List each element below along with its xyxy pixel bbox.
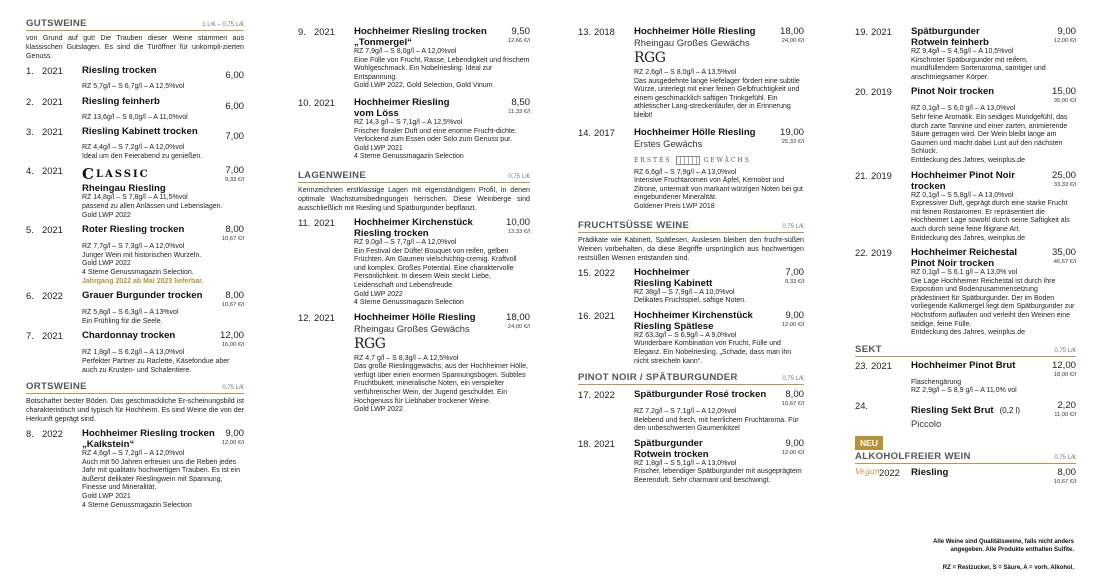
wine-specs: RZ 0,1g/l – S 6,0 g/l – A 13,0%vol xyxy=(911,105,1016,113)
wine-number: 8. xyxy=(26,428,34,440)
section-unit: 1 L/€ – 0,75 L/€ xyxy=(202,22,244,28)
wine-description: Delikates Fruchtspiel, saftige Noten. xyxy=(634,297,747,305)
wine-year: 2021 xyxy=(42,126,63,138)
wine-description: Sehr feine Aromatik. Ein seidiges Mundgefühl, das durch zarte Tannine und einer zarten, animierende Säure getragen wird. Der Wein bleibt lange am Gaumen und macht dabei Lust auf den nächsten Schluck. xyxy=(911,113,1068,156)
wine-name-line2: Riesling Kabinett xyxy=(634,277,713,289)
wine-name-line2: Rotwein feinherb xyxy=(911,37,989,48)
wine-number: 22. xyxy=(855,247,869,259)
wine-entry-22 xyxy=(855,247,1076,338)
wine-name: Hochheimer Pinot Noir xyxy=(911,169,1015,181)
column-1 xyxy=(26,18,244,514)
wine-number: 23. xyxy=(855,359,869,371)
wine-price: 6,00 xyxy=(225,70,244,81)
wine-award: Gold LWP 2022 xyxy=(354,406,403,414)
wine-price: 7,00 xyxy=(785,266,804,278)
section-title: ORTSWEINE xyxy=(26,381,87,393)
wine-number: 6. xyxy=(26,290,34,302)
wine-name: Hochheimer Riesling trocken xyxy=(82,428,215,440)
section-header-alkoholfrei xyxy=(855,451,1076,464)
wine-name: Riesling xyxy=(911,467,949,479)
wine-name: Hochheimer Hölle Riesling xyxy=(354,311,476,323)
wine-award: Gold LWP 2022 xyxy=(82,211,131,219)
wine-specs: RZ 14,3 g/l – S 7,1g/l – A 12,5%vol xyxy=(354,118,463,126)
column-3 xyxy=(578,18,804,490)
wine-price-per-liter: 10,67 €/l xyxy=(221,302,244,309)
wine-year: 2022 xyxy=(42,290,63,302)
rgg-logo: RGG xyxy=(634,50,666,66)
wine-award: 4 Sterne Genussmagazin Selection xyxy=(82,501,192,509)
wine-price-per-liter: 11,33 €/l xyxy=(508,108,530,115)
wine-award: Entdeckung des Jahres, weinplus.de xyxy=(911,234,1026,242)
wine-number: 13. xyxy=(578,26,592,37)
wine-price-per-liter: 9,33 €/l xyxy=(784,278,804,285)
wine-year: 2021 xyxy=(314,96,335,108)
wine-name: Hochheimer Riesling trocken xyxy=(354,26,487,37)
wine-entry-9 xyxy=(298,26,530,91)
wine-year: 2019 xyxy=(871,86,892,98)
wine-award: Gold LWP 2022 xyxy=(354,290,403,298)
wine-price-per-liter: 13,33 €/l xyxy=(507,228,530,235)
wine-entry-16 xyxy=(578,310,804,366)
section-intro: Kennzeichnen erstklassige Lagen mit eigenständigem Profil, in denen optimale Wachstumsbedingungen herrschen. Diese Weinberge sind ausschließlich mit Riesling und Spätburgunder bepflanzt. xyxy=(298,185,530,212)
wine-classification: Rheingau Großes Gewächs xyxy=(634,37,750,48)
wine-description: Wunderbare Kombination von Frucht, Fülle und Eleganz. Ein Nobelriesling. „Schade, dass man ihn nicht streicheln kann“. xyxy=(634,340,792,365)
footnote-legend: RZ = Restzucker, S = Säure, A = vorh. Alkohol. xyxy=(942,565,1074,571)
wine-award: Entdeckung des Jahres, weinplus.de xyxy=(911,156,1026,164)
wine-name: Hochheimer xyxy=(634,266,690,278)
wine-number: 11. xyxy=(298,216,311,228)
wine-year: 2021 xyxy=(594,309,615,321)
wine-price: 9,00 xyxy=(785,437,804,449)
wine-price: 8,00 xyxy=(1057,467,1076,479)
wine-entry-21 xyxy=(855,170,1076,244)
wine-entry-7 xyxy=(26,330,244,375)
wine-number: 5. xyxy=(26,224,34,236)
wine-specs: RZ 9,4g/l – S 4,5g/l – A 10,5%vol xyxy=(911,48,1014,55)
wine-name: Hochheimer Hölle Riesling xyxy=(634,26,756,37)
wine-number: 15. xyxy=(578,266,592,278)
wine-entry-4 xyxy=(26,165,244,220)
section-title: PINOT NOIR / SPÄTBURGUNDER xyxy=(578,372,738,384)
wine-price-per-liter: 25,33 €/l xyxy=(781,138,804,145)
wine-description: passend zu allen Anlässen und Lebenslagen. xyxy=(82,202,223,210)
wine-name: Spätburgunder xyxy=(634,437,703,449)
wine-price: 8,00 xyxy=(785,389,804,401)
wine-specs: RZ 5,8g/l – S 6,3g/l – A 13%vol xyxy=(82,309,179,317)
wine-price: 35,00 xyxy=(1051,247,1076,259)
wine-price-per-liter: 12,00 €/l xyxy=(781,321,804,328)
wine-entry-3 xyxy=(26,126,244,161)
wine-price: 18,00 xyxy=(779,26,804,37)
wine-year: 2021 xyxy=(314,216,335,228)
wine-year: 2021 xyxy=(314,311,335,323)
wine-entry-20 xyxy=(855,86,1076,165)
wine-name: Hochheimer Kirchenstück xyxy=(354,216,473,228)
wine-name-line2: „Kalkstein“ xyxy=(82,439,135,451)
section-header-sekt xyxy=(855,344,1076,357)
wine-entry-12 xyxy=(298,312,530,415)
wine-entry-14 xyxy=(578,127,804,212)
section-title: FRUCHTSÜSSE WEINE xyxy=(578,219,690,231)
wine-specs: RZ 1,8g/l – S 6,2g/l – A 13,0%vol xyxy=(82,349,185,357)
wine-description: Ein Frühling für die Seele. xyxy=(82,317,163,325)
wine-price: 9,00 xyxy=(1057,26,1076,37)
wine-specs: RZ 6,6g/l – S 7,9g/l – A 13,0%vol xyxy=(634,168,737,176)
wine-entry-8 xyxy=(26,428,244,510)
wine-price: 15,00 xyxy=(1051,86,1076,98)
section-intro: Botschafter bester Böden. Das geschmackliche Er-scheinungsbild ist charakteristisch und typisch für Hochheim. Es sind Weine die von der Herkunft geprägt sind. xyxy=(26,397,244,424)
wine-price-per-liter: 12,66 €/l xyxy=(507,38,530,44)
wine-entry-5 xyxy=(26,224,244,286)
wine-entry-15 xyxy=(578,267,804,306)
wine-name: Chardonnay trocken xyxy=(82,330,176,342)
wine-price-per-liter: 18,00 €/l xyxy=(1053,371,1076,378)
wine-specs: RZ 7,9g/l – S 8,0g/l – A 12,0%vol xyxy=(354,48,457,55)
section-title: ALKOHOLFREIER WEIN xyxy=(855,451,971,463)
wine-year: 2017 xyxy=(594,126,615,138)
wine-price-per-liter: 12,00 €/l xyxy=(1053,38,1076,44)
section-title: LAGENWEINE xyxy=(298,169,367,181)
wine-specs: RZ 0,1g/l – S 6,1 g/l – A 13,0% vol xyxy=(911,269,1018,277)
wine-name: Riesling Sekt Brut xyxy=(911,405,994,417)
wine-price: 9,00 xyxy=(225,428,244,440)
wine-price: 9,00 xyxy=(785,309,804,321)
wine-method: Flaschengärung xyxy=(911,378,962,386)
classic-logo: CLASSIC xyxy=(82,165,150,184)
wine-price: 6,00 xyxy=(225,100,244,112)
wine-name-line2: vom Löss xyxy=(354,107,399,119)
wine-description: Ein Festival der Düfte! Bouquet von reifen, gelben Früchten. Am Gaumen vielschichtig-cremig. Kraftvoll und komplex. Großes Potential. Eine charaktervolle Persönlichkeit. In diesem Wein steckt Liebe, Leidenschaft und Lebensfreude. xyxy=(354,247,517,289)
section-header-fruchtsuesse xyxy=(578,220,804,233)
wine-price: 7,00 xyxy=(225,165,244,177)
wine-number: 7. xyxy=(26,330,34,342)
column-4 xyxy=(855,18,1076,490)
wine-name: Riesling feinherb xyxy=(82,95,160,107)
wine-name-line2: trocken xyxy=(911,180,946,192)
new-badge: NEU xyxy=(855,436,883,450)
wine-year: 2021 xyxy=(871,26,892,37)
wine-price-per-liter: 10,67 €/l xyxy=(781,401,804,408)
erstes-gewaechs-logo: ERSTES GEWÄCHS xyxy=(634,156,751,164)
wine-price: 8,50 xyxy=(511,96,530,108)
wine-award: Entdeckung des Jahres, weinplus.de xyxy=(911,329,1026,337)
wine-award: 4 Sterne Genussmagazin Selection. xyxy=(82,268,194,276)
wine-description: Das ausgedehnte lange Hefelager fördert eine subtile Würze, unterlegt mit einer feinen Gelbfruchtigkeit und einem geschmacklich saftigen Trinkgefühl. Ein athletischer Lang-streckenläufer, der in Erinnerung bleibt! xyxy=(634,77,800,119)
wine-name: Rheingau Riesling xyxy=(82,183,166,195)
wine-number: 10. xyxy=(298,96,312,108)
wine-entry-19 xyxy=(855,26,1076,82)
wine-price: 10,00 xyxy=(505,216,530,228)
wine-number: 24. xyxy=(855,400,869,412)
wine-name: Hochheimer Hölle Riesling xyxy=(634,126,756,138)
wine-name: Riesling Kabinett trocken xyxy=(82,126,198,138)
wine-name: Hochheimer Pinot Brut xyxy=(911,359,1016,371)
wine-award: Gold LWP 2021 xyxy=(354,144,403,152)
wine-number: 1. xyxy=(26,65,34,76)
wine-award: 4 Sterne Genussmagazin Selection xyxy=(354,299,464,307)
wine-specs: RZ 63,3g/l – S 6,9g/l – A 9,0%vol xyxy=(634,331,737,339)
section-header-ortsweine xyxy=(26,381,244,394)
wine-price-per-liter: 33,33 €/l xyxy=(1053,181,1076,188)
wine-name: Grauer Burgunder trocken xyxy=(82,290,203,302)
wine-entry-10 xyxy=(298,97,530,162)
wine-price-per-liter: 10,67 €/l xyxy=(1053,479,1076,486)
wine-year: 2022 xyxy=(42,428,63,440)
rgg-logo: RGG xyxy=(354,335,386,352)
wine-price-per-liter: 10,67 €/l xyxy=(221,236,244,243)
wine-name: Hochheimer Riesling xyxy=(354,96,450,108)
wine-description: Intensive Fruchtaromen von Äpfel, Kernobst und Zitrone, untermalt von markant würzigen Noten bei gut eingebundener Mineralität. xyxy=(634,177,803,202)
wine-price-per-liter: 35,00 €/l xyxy=(1053,98,1076,105)
wine-description: Frischer floraler Duft und eine enorme Frucht-dichte. Verlockend zum Essen oder Solo zum Genuss pur. xyxy=(354,127,517,144)
wine-description: Junger Wein mit historischen Wurzeln. xyxy=(82,251,202,259)
wine-number: 18. xyxy=(578,437,592,449)
wine-price-per-liter: 11,00 €/l xyxy=(1054,412,1076,419)
wine-number: 12. xyxy=(298,311,312,323)
wine-year: 2021 xyxy=(42,330,63,342)
wine-specs: RZ 0,1g/l – S 5,8g/l – A 13,0%vol xyxy=(911,191,1014,199)
wine-description: Die Lage Hochheimer Reichestal ist durch ihre Exposition und Bodenzusammensetzung prädestiniert für Spätburgunder. Der im Boden vorliegende Kalkmergel liegt dem Spätburgunder zur Höchstform auflaufen und verleiht den Weinen eine seidige, feine Fülle. xyxy=(911,277,1075,328)
wine-price: 8,00 xyxy=(225,224,244,236)
wine-year: 2019 xyxy=(871,247,892,259)
wine-name: Spätburgunder Rosé trocken xyxy=(634,389,767,401)
wine-name-line2: Riesling Spätlese xyxy=(634,320,714,332)
wine-year: 2021 xyxy=(42,95,63,107)
wine-classification: Erstes Gewächs xyxy=(634,137,703,149)
wine-year: 2022 xyxy=(879,467,900,479)
wine-award: Gold LWP 2022, Gold Selection, Gold Vinum xyxy=(354,82,493,90)
wine-name: Hochheimer Reichestal xyxy=(911,247,1018,259)
wine-number: 19. xyxy=(855,26,869,37)
wine-price-per-liter: 12,00 €/l xyxy=(781,449,804,456)
section-intro: von Grund auf gut! Die Trauben dieser Weine stammen aus klassischen Gutslagen. Es sind die Türöffner für unkompli-zierten Genuss. xyxy=(26,34,244,60)
wine-specs: RZ 7,2g/l – S 7,1g/l – A 12,0%vol xyxy=(634,408,737,416)
wine-year: 2021 xyxy=(871,359,892,371)
wine-number: 21. xyxy=(855,169,869,181)
wine-price: 9,50 xyxy=(511,26,530,37)
wine-price: 25,00 xyxy=(1051,169,1076,181)
wine-format: Piccolo xyxy=(911,418,942,430)
wine-number: 14. xyxy=(578,126,592,138)
wine-number: 4. xyxy=(26,165,34,177)
wine-specs: RZ 4,7 g/l – S 8,3g/l – A 12,5%vol xyxy=(354,354,459,362)
wine-year: 2021 xyxy=(42,65,63,76)
wine-entry-17 xyxy=(578,389,804,434)
wine-entry-23 xyxy=(855,360,1076,396)
wine-entry-1 xyxy=(26,65,244,92)
section-unit: 0,75 L/€ xyxy=(782,223,804,230)
wine-year: 2021 xyxy=(42,224,63,236)
wine-award: Gold LWP 2022 xyxy=(82,260,131,268)
availability-notice: Jahrgang 2022 ab Mai 2023 lieferbar. xyxy=(82,277,204,285)
wine-specs: RZ 4,6g/l – S 7,2g/l – A 12,0%vol xyxy=(82,450,185,458)
wine-description: Ideal um den Feierabend zu genießen. xyxy=(82,152,203,160)
wine-number: 16. xyxy=(578,309,592,321)
section-unit: 0,75 L/€ xyxy=(1054,347,1076,354)
wine-specs: RZ 38g/l – S 7,9g/l – A 10,0%vol xyxy=(634,288,735,296)
wine-entry-25 xyxy=(855,467,1076,486)
wine-name: Riesling trocken xyxy=(82,65,157,76)
wine-specs: RZ 2,6g/l – S 8,0g/l – A 13,5%vol xyxy=(634,69,737,76)
wine-price: 12,00 xyxy=(1051,359,1076,371)
wine-name: Spätburgunder xyxy=(911,26,980,37)
wine-name: Pinot Noir trocken xyxy=(911,86,995,98)
wine-year: 2021 xyxy=(314,26,335,37)
wine-description: Kirschroter Spätburgunder mit reifem, mundfüllendem Sortenaroma, samtiger und anschmiegsamer Körper. xyxy=(911,56,1046,81)
wine-price-per-liter: 24,00 €/l xyxy=(507,323,530,330)
wine-price: 12,00 xyxy=(219,330,244,342)
wine-description: Expressiver Duft, geprägt durch eine starke Frucht mit feinen Rostaromen. Er repräsentiert die Hochheimer Lage sowohl durch seine Saftigkeit als auch durch seine feine filigrane Art. xyxy=(911,200,1070,233)
wine-price-per-liter: 46,67 €/l xyxy=(1053,259,1076,266)
vegan-icon: Vegan xyxy=(855,467,880,477)
column-2 xyxy=(298,18,530,419)
wine-price: 7,00 xyxy=(225,131,244,143)
section-unit: 0,75 L/€ xyxy=(222,385,244,392)
wine-name-line2: „Tonmergel“ xyxy=(354,37,412,48)
wine-award: Goldener Preis LWP 2018 xyxy=(634,202,715,210)
wine-number: 20. xyxy=(855,86,869,98)
wine-specs: RZ 13,6g/l – S 8,0g/l – A 11,0%vol xyxy=(82,113,188,121)
wine-number: 17. xyxy=(578,389,592,401)
section-intro: Prädikate wie Kabinett, Spätlesen, Auslesen bleiben den frucht-süßen Weinen vorbehalten, da diese Begriffe ursprünglich aus hochwertigen restsüßen Weinen entstanden sind. xyxy=(578,235,804,262)
wine-specs: RZ 9,0g/l – S 7,7g/l – A 12,0%vol xyxy=(354,238,457,246)
wine-classification: Rheingau Großes Gewächs xyxy=(354,322,470,334)
wine-name: Hochheimer Kirchenstück xyxy=(634,309,753,321)
wine-price: 2,20 xyxy=(1057,400,1076,412)
wine-entry-6 xyxy=(26,290,244,326)
wine-specs: RZ 7,7g/l – S 7,3g/l – A 12,0%vol xyxy=(82,243,185,251)
section-unit: 0,75 L/€ xyxy=(1054,455,1076,462)
wine-price-per-liter: 12,00 €/l xyxy=(221,440,244,447)
wine-name-line2: Pinot Noir trocken xyxy=(911,258,995,270)
wine-award: Gold LWP 2021 xyxy=(82,493,131,501)
wine-description: Belebend und frech, mit herrlichem Fruchtaroma. Für den unbeschwerten Gaumenkitzel xyxy=(634,416,799,433)
wine-specs: RZ 1,8g/l – S 5,1g/l – A 13,0%vol xyxy=(634,459,737,467)
wine-name: Roter Riesling trocken xyxy=(82,224,185,236)
wine-specs: RZ 5,7g/l – S 6,7g/l – A 12,5%vol xyxy=(82,83,185,90)
wine-year xyxy=(871,400,911,429)
wine-name-line2: Riesling trocken xyxy=(354,227,429,239)
wine-price: 18,00 xyxy=(505,311,530,323)
wine-entry-11 xyxy=(298,217,530,308)
wine-specs: RZ 2,9g/l – S 8,9 g/l – A 11,0% vol xyxy=(911,387,1017,395)
wine-price: 8,00 xyxy=(225,290,244,302)
section-header-pinot xyxy=(578,372,804,385)
wine-description: Frischer, lebendiger Spätburgunder mit ausgeprägtem Beerenduft. Sehr charmant und beschwingt. xyxy=(634,468,802,485)
wine-year: 2018 xyxy=(594,26,615,37)
footnote-quality: Alle Weine sind Qualitätsweine, falls nicht anders angegeben. Alle Produkte enthalten Sulfite. xyxy=(933,539,1074,553)
wine-description: Perfekter Partner zu Raclette, Käsefondue aber auch zu Krusten- und Schalentiere. xyxy=(82,357,230,374)
wine-description: Eine Fülle von Frucht, Rasse, Lebendigkeit und frischem Wohlgeschmack. Ein Nobelriesling. Ideal zur Entspannung. xyxy=(354,56,530,81)
section-title: GUTSWEINE xyxy=(26,18,87,29)
wine-year: 2021 xyxy=(42,165,63,177)
wine-price-per-liter: 16,00 €/l xyxy=(221,342,244,349)
wine-specs: RZ 14,8g/l – S 7,8g/l – A 11,5%vol xyxy=(82,194,188,202)
wine-specs: RZ 4,4g/l – S 7,2g/l – A 12,0%vol xyxy=(82,144,185,152)
wine-price: 19,00 xyxy=(779,126,804,138)
wine-description: Auch mit 50 Jahren erfreuen uns die Reben jedes Jahr mit qualitativ hochwertigen Trauben. Es ist ein äußerst delikater Rieslingwein mit Spannung, Finesse und Mineralität. xyxy=(82,458,240,492)
wine-entry-18 xyxy=(578,438,804,486)
wine-entry-24 xyxy=(855,400,1076,429)
wine-year: 2022 xyxy=(594,266,615,278)
wine-entry-2 xyxy=(26,96,244,123)
section-header-gutsweine xyxy=(26,18,244,31)
section-title: SEKT xyxy=(855,343,882,355)
wine-description: Das große Rieslinggewächs, aus der Hochheimer Hölle, verfügt über einen enormen Spannungsbogen. Subtiles Fruchtbukett, mineralische Noten, ein verspielter verführerischer Wein, der Jugend geschuldet. Ein Hochgenuss für Liebhaber trockener Weine. xyxy=(354,363,528,405)
wine-year: 2019 xyxy=(871,169,892,181)
wine-price-per-liter: 24,00 €/l xyxy=(781,38,804,44)
wine-volume: (0,2 l) xyxy=(999,406,1021,416)
wine-entry-13 xyxy=(578,26,804,121)
wine-number: 3. xyxy=(26,126,34,138)
section-header-lagenweine xyxy=(298,170,530,183)
wine-price-per-liter: 9,33 €/l xyxy=(224,177,244,184)
wine-number: 9. xyxy=(298,26,306,37)
wine-name-line2: Rotwein trocken xyxy=(634,448,709,460)
wine-number: 2. xyxy=(26,95,34,107)
wine-year: 2021 xyxy=(594,437,615,449)
section-unit: 0,75 L/€ xyxy=(508,173,530,180)
wine-award: 4 Sterne Genussmagazin Selection xyxy=(354,153,464,161)
wine-year: 2022 xyxy=(594,389,615,401)
section-unit: 0,75 L/€ xyxy=(782,376,804,383)
